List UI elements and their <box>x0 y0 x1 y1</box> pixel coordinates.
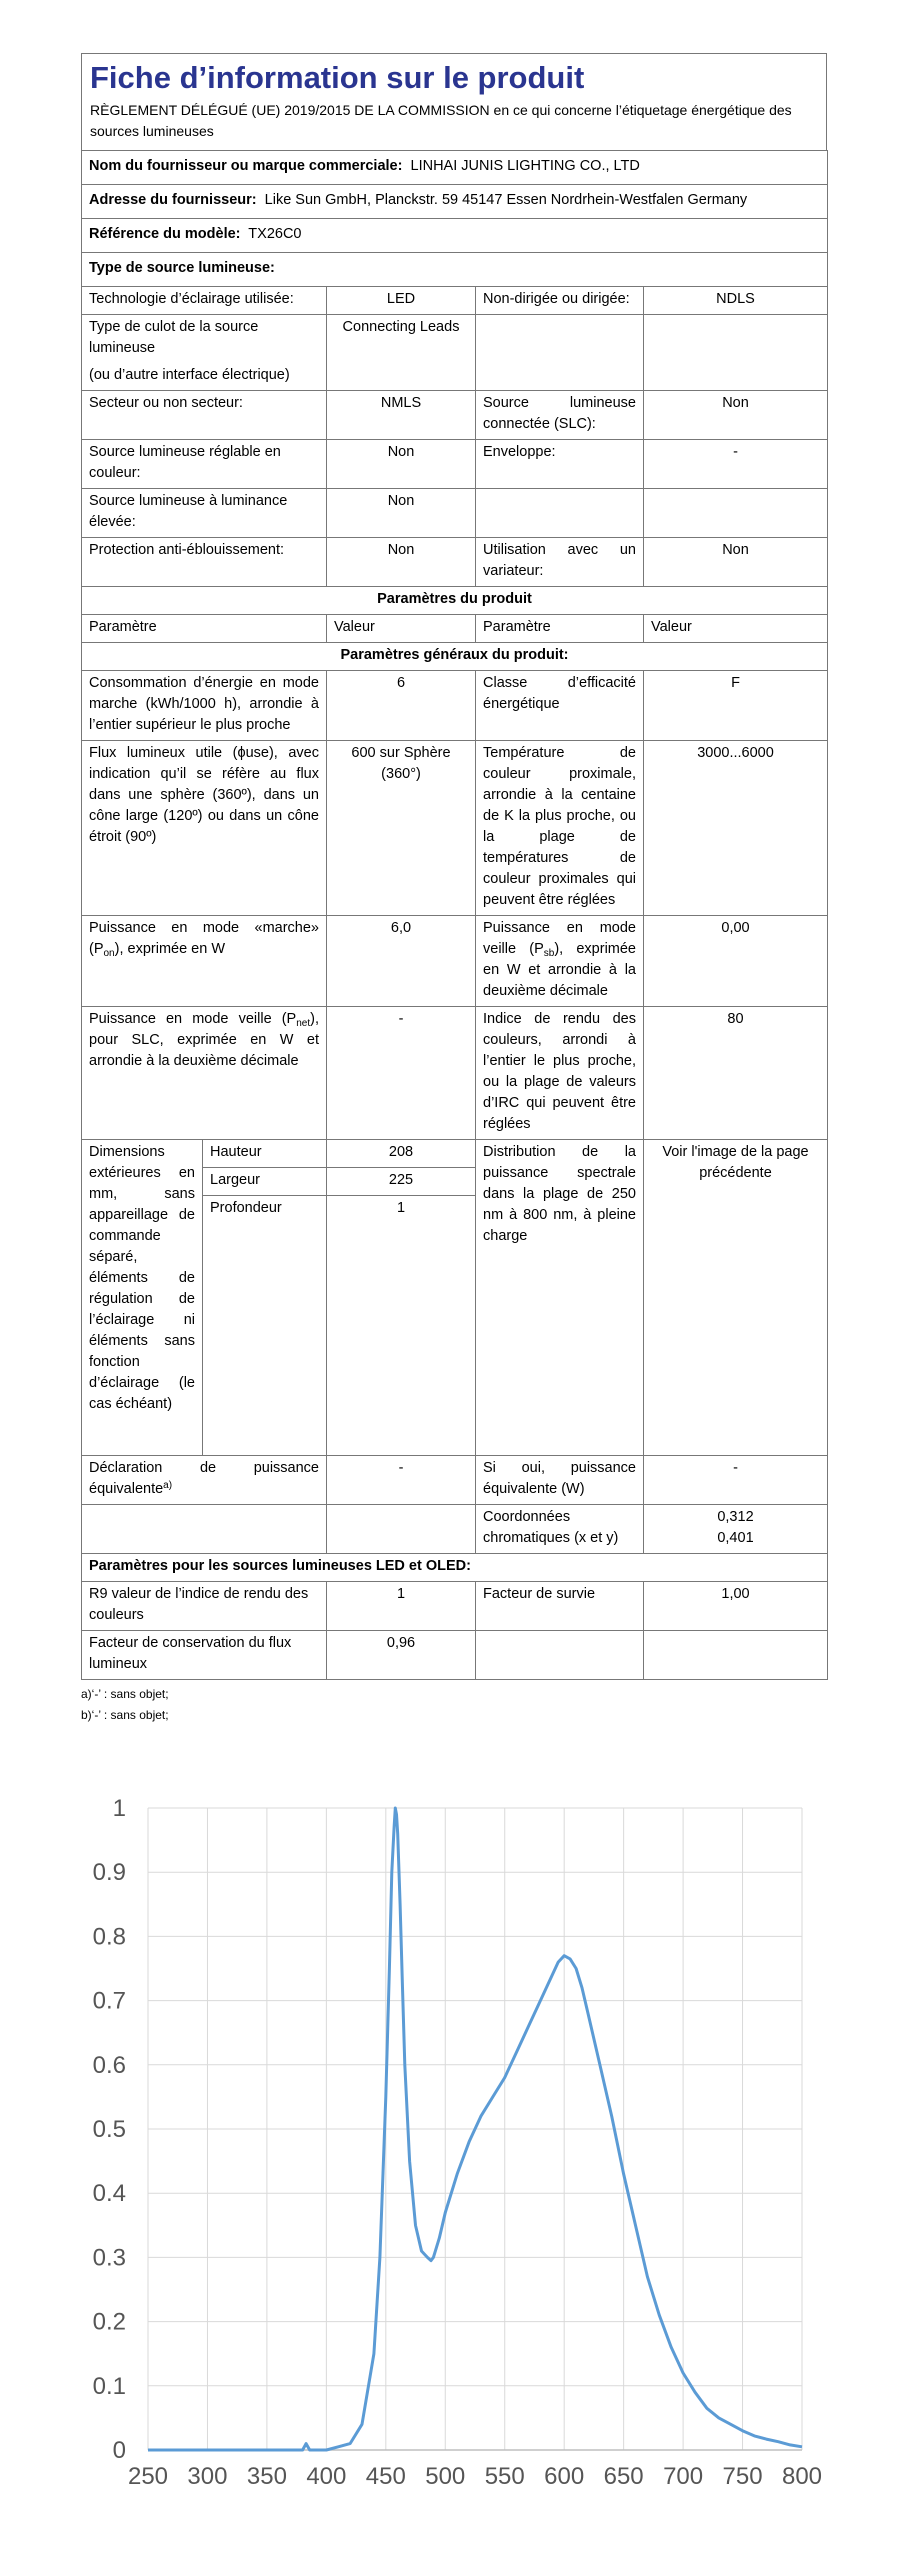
standby-power-text-end: ), exprimée en W et arrondie à la deuxième décimale <box>483 941 636 999</box>
dimensions-row-height <box>82 1140 828 1168</box>
dimensions-label: Dimensions extérieures en mm, sans appareillage de commande séparé, éléments de régulation de l’éclairage ni éléments sans fonction d’éclairage (le cas échéant) <box>82 1140 203 1456</box>
footnote-b: b)‘-’ : sans objet; <box>81 1708 169 1722</box>
footnote-a: a)‘-’ : sans objet; <box>81 1687 169 1701</box>
lumen-maintenance-value: 0,96 <box>327 1631 476 1680</box>
cri-label: Indice de rendu des couleurs, arrondi à l’entier le plus proche, ou la plage de valeurs d’IRC qui peuvent être réglées <box>476 1007 644 1140</box>
cap-value: Connecting Leads <box>327 315 476 391</box>
model-reference-label: Référence du modèle: <box>89 226 241 242</box>
x-tick-label: 800 <box>781 2463 823 2490</box>
cct-label: Température de couleur proximale, arrondie à la centaine de K la plus proche, ou la plage de températures de couleur proximales qui peuvent être réglées <box>476 741 644 916</box>
supplier-address-row <box>82 185 828 219</box>
on-mode-power-label <box>82 916 327 1007</box>
x-tick-label: 700 <box>663 2463 704 2490</box>
led-heading-row <box>82 1554 828 1582</box>
chromaticity-row <box>82 1505 828 1554</box>
equivalent-power-row <box>82 1456 828 1505</box>
envelope-label: Enveloppe: <box>476 440 644 489</box>
page-title: Fiche d’information sur le produit <box>90 60 585 95</box>
product-params-heading-row <box>82 587 828 615</box>
equivalent-watt-label: Si oui, puissance équivalente (W) <box>476 1456 644 1505</box>
colour-tunable-label: Source lumineuse réglable en couleur: <box>82 440 327 489</box>
x-tick-label: 250 <box>127 2463 169 2490</box>
footnotes <box>81 1684 827 1726</box>
mains-row <box>82 391 828 440</box>
survival-factor-label: Facteur de survie <box>476 1582 644 1631</box>
y-tick-label: 1 <box>112 1795 126 1822</box>
width-value: 225 <box>327 1168 476 1196</box>
colour-tunable-value: Non <box>327 440 476 489</box>
efficiency-class-value: F <box>644 671 828 741</box>
cri-value: 80 <box>644 1007 828 1140</box>
cap-label-cell <box>82 315 327 391</box>
supplier-address-label: Adresse du fournisseur: <box>89 192 257 208</box>
col-header-param: Paramètre <box>82 615 327 643</box>
colour-tunable-row <box>82 440 828 489</box>
col-header-param: Paramètre <box>476 615 644 643</box>
high-luminance-value: Non <box>327 489 476 538</box>
width-label: Largeur <box>203 1168 327 1196</box>
supplier-name-row <box>82 151 828 185</box>
empty-cell <box>476 315 644 391</box>
y-tick-label: 0.3 <box>92 2244 126 2272</box>
y-tick-label: 0.1 <box>92 2372 126 2400</box>
cap-label: Type de culot de la source lumineuse <box>89 319 259 356</box>
tech-value: LED <box>327 287 476 315</box>
flux-label: Flux lumineux utile (ϕuse), avec indication qu’il se réfère au flux dans une sphère (360º), dans un cône large (120º) ou dans un cône étroit (90º) <box>82 741 327 916</box>
on-mode-power-value: 6,0 <box>327 916 476 1007</box>
networked-standby-text-end: ), pour SLC, exprimée en W et arrondie à la deuxième décimale <box>89 1011 319 1069</box>
tech-label: Technologie d’éclairage utilisée: <box>82 287 327 315</box>
standby-power-subscript: sb <box>543 948 555 959</box>
high-luminance-label: Source lumineuse à luminance élevée: <box>82 489 327 538</box>
equivalent-power-text: Déclaration de puissance équivalente <box>89 1460 319 1497</box>
standby-power-text: Puissance en mode veille (P <box>483 920 636 957</box>
col-header-value: Valeur <box>327 615 476 643</box>
led-params-heading: Paramètres pour les sources lumineuses LED et OLED: <box>82 1554 828 1582</box>
model-reference-value: TX26C0 <box>248 226 302 242</box>
chromaticity-label: Coordonnées chromatiques (x et y) <box>476 1505 644 1554</box>
efficiency-class-label: Classe d’efficacité énergétique <box>476 671 644 741</box>
dimmer-value: Non <box>644 538 828 587</box>
x-tick-label: 500 <box>425 2463 466 2490</box>
cap-label-secondary: (ou d’autre interface électrique) <box>89 367 290 383</box>
height-value: 208 <box>327 1140 476 1168</box>
source-type-heading-row <box>82 253 828 287</box>
model-reference-row <box>82 219 828 253</box>
chromaticity-x: 0,312 <box>717 1509 754 1525</box>
empty-cell <box>644 315 828 391</box>
empty-cell <box>327 1505 476 1554</box>
y-tick-label: 0.8 <box>92 1923 126 1951</box>
networked-standby-label <box>82 1007 327 1140</box>
y-tick-label: 0.6 <box>92 2051 126 2079</box>
networked-standby-text: Puissance en mode veille (P <box>89 1011 297 1027</box>
spectral-power-chart <box>60 1790 890 2490</box>
connected-label: Source lumineuse connectée (SLC): <box>476 391 644 440</box>
x-tick-label: 450 <box>365 2463 406 2490</box>
empty-cell <box>644 489 828 538</box>
empty-cell <box>476 489 644 538</box>
survival-factor-value: 1,00 <box>644 1582 828 1631</box>
general-params-heading: Paramètres généraux du produit: <box>82 643 828 671</box>
anti-glare-row <box>82 538 828 587</box>
energy-value: 6 <box>327 671 476 741</box>
connected-value: Non <box>644 391 828 440</box>
equivalent-power-label <box>82 1456 327 1505</box>
depth-value: 1 <box>327 1196 476 1456</box>
spectral-distribution-value: Voir l'image de la page précédente <box>644 1140 828 1456</box>
on-mode-power-text-end: ), exprimée en W <box>114 941 226 957</box>
cct-value: 3000...6000 <box>644 741 828 916</box>
chromaticity-y: 0,401 <box>717 1530 754 1546</box>
equivalent-watt-value: - <box>644 1456 828 1505</box>
on-mode-power-subscript: on <box>103 948 115 959</box>
y-tick-label: 0 <box>112 2437 126 2464</box>
y-tick-label: 0.9 <box>92 1859 126 1887</box>
dimmer-label: Utilisation avec un variateur: <box>476 538 644 587</box>
source-type-heading: Type de source lumineuse: <box>82 253 828 287</box>
x-tick-label: 550 <box>484 2463 525 2490</box>
networked-standby-subscript: net <box>296 1018 311 1029</box>
column-header-row <box>82 615 828 643</box>
power-row <box>82 916 828 1007</box>
y-tick-label: 0.4 <box>92 2180 126 2208</box>
networked-standby-row <box>82 1007 828 1140</box>
empty-cell <box>476 1631 644 1680</box>
height-label: Hauteur <box>203 1140 327 1168</box>
lumen-maintenance-label: Facteur de conservation du flux lumineux <box>82 1631 327 1680</box>
directional-value: NDLS <box>644 287 828 315</box>
x-tick-label: 350 <box>246 2463 287 2490</box>
equivalent-power-footnote-ref: a) <box>163 1480 173 1491</box>
empty-cell <box>82 1505 327 1554</box>
flux-value: 600 sur Sphère (360°) <box>327 741 476 916</box>
high-luminance-row <box>82 489 828 538</box>
standby-power-value: 0,00 <box>644 916 828 1007</box>
on-mode-power-text: Puissance en mode «marche» (P <box>89 920 319 957</box>
r9-label: R9 valeur de l’indice de rendu des couleurs <box>82 1582 327 1631</box>
y-tick-label: 0.7 <box>92 1987 126 2015</box>
anti-glare-value: Non <box>327 538 476 587</box>
tech-row <box>82 287 828 315</box>
cap-row <box>82 315 828 391</box>
energy-row <box>82 671 828 741</box>
y-tick-label: 0.5 <box>92 2116 126 2143</box>
empty-cell <box>644 1631 828 1680</box>
r9-value: 1 <box>327 1582 476 1631</box>
title-box <box>81 53 827 150</box>
spectral-power-chart-svg <box>60 1790 890 2490</box>
x-tick-label: 750 <box>722 2463 763 2490</box>
r9-row <box>82 1582 828 1631</box>
lumen-maintenance-row <box>82 1631 828 1680</box>
directional-label: Non-dirigée ou dirigée: <box>476 287 644 315</box>
regulation-subtitle: RÈGLEMENT DÉLÉGUÉ (UE) 2019/2015 DE LA COMMISSION en ce qui concerne l’étiquetage énergétique des sources lumineuses <box>90 102 792 139</box>
x-tick-label: 600 <box>544 2463 585 2490</box>
product-params-heading: Paramètres du produit <box>82 587 828 615</box>
flux-row <box>82 741 828 916</box>
x-tick-label: 400 <box>306 2463 347 2490</box>
depth-label: Profondeur <box>203 1196 327 1456</box>
mains-label: Secteur ou non secteur: <box>82 391 327 440</box>
supplier-address-value: Like Sun GmbH, Planckstr. 59 45147 Essen Nordrhein-Westfalen Germany <box>264 192 748 208</box>
energy-label: Consommation d’énergie en mode marche (kWh/1000 h), arrondie à l’entier supérieur le plus proche <box>82 671 327 741</box>
networked-standby-value: - <box>327 1007 476 1140</box>
general-params-heading-row <box>82 643 828 671</box>
product-information-sheet <box>81 53 827 1726</box>
x-tick-label: 300 <box>187 2463 228 2490</box>
envelope-value: - <box>644 440 828 489</box>
supplier-name-label: Nom du fournisseur ou marque commerciale: <box>89 158 403 174</box>
anti-glare-label: Protection anti-éblouissement: <box>82 538 327 587</box>
chromaticity-value <box>644 1505 828 1554</box>
equivalent-power-value: - <box>327 1456 476 1505</box>
y-tick-label: 0.2 <box>92 2308 126 2336</box>
supplier-name-value: LINHAI JUNIS LIGHTING CO., LTD <box>410 158 640 174</box>
product-info-table <box>81 150 828 1680</box>
standby-power-label <box>476 916 644 1007</box>
col-header-value: Valeur <box>644 615 828 643</box>
mains-value: NMLS <box>327 391 476 440</box>
x-tick-label: 650 <box>603 2463 644 2490</box>
spectral-distribution-label: Distribution de la puissance spectrale dans la plage de 250 nm à 800 nm, à pleine charge <box>476 1140 644 1456</box>
